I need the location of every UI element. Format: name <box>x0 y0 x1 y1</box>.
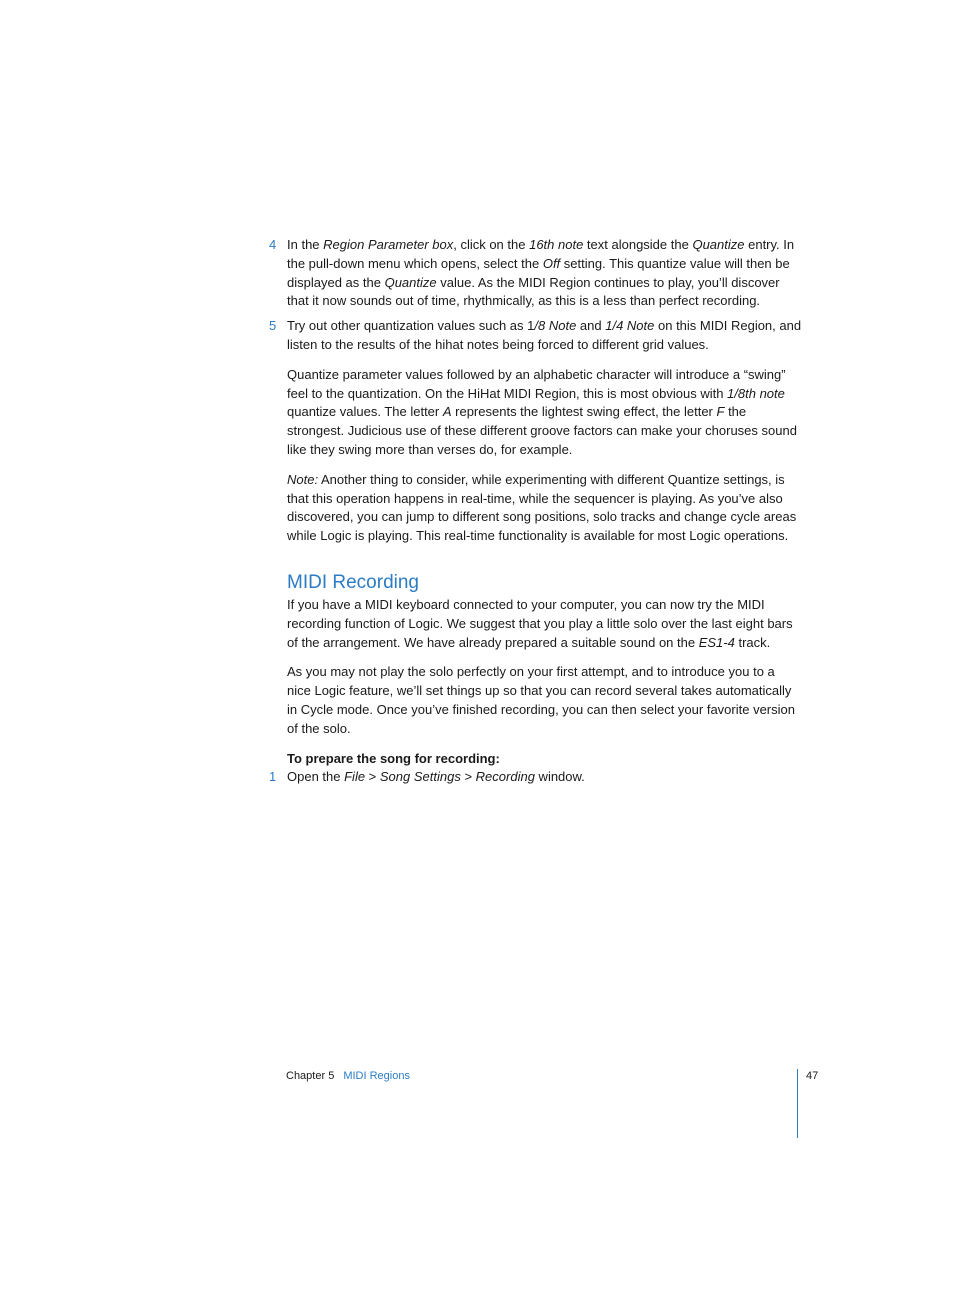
numbered-step <box>269 317 802 355</box>
emphasis-text: /8 Note <box>534 318 577 334</box>
emphasis-text: 1/8th note <box>727 385 785 401</box>
emphasis-text: ES1-4 <box>698 634 735 650</box>
emphasis-text: File <box>344 769 366 785</box>
footer-chapter: Chapter 5 <box>286 1070 335 1082</box>
text-run: Try out other quantization values such as 1 <box>287 318 535 334</box>
text-run: setting. This quantize value will then be displayed as the <box>287 255 790 290</box>
procedure-heading: To prepare the song for recording: <box>287 750 500 766</box>
numbered-step <box>269 768 802 787</box>
emphasis-text: Region Parameter box <box>323 237 454 252</box>
body-paragraph <box>287 596 802 652</box>
text-run: window. <box>534 769 585 785</box>
text-run: As you may not play the solo perfectly on your first attempt, and to introduce you to a nice Logic feature, we’ll set things up so that you can record several takes automatically in Cycle mode. Once you’ve finished recording, you can then select your favorite version of the solo. <box>287 664 795 736</box>
emphasis-text: Song Settings <box>379 769 461 785</box>
text-run: Open the <box>287 769 345 785</box>
section-heading: MIDI Recording <box>287 571 419 593</box>
step-number: 4 <box>269 237 277 252</box>
step-text <box>287 768 802 787</box>
text-run: In the <box>287 237 324 252</box>
page-content <box>269 236 802 793</box>
text-run: on this MIDI Region, and listen to the results of the hihat notes being forced to different grid values. <box>287 318 802 352</box>
step-text <box>287 236 802 311</box>
text-run: > <box>365 769 380 785</box>
emphasis-text: F <box>716 404 725 420</box>
emphasis-text: Note: <box>287 471 319 487</box>
footer-divider <box>797 1069 798 1138</box>
step-number: 1 <box>269 769 277 785</box>
text-run: value. As the MIDI Region continues to play, you’ll discover that it now sounds out of time, rhythmically, as this is a less than perfect recording. <box>287 274 780 309</box>
emphasis-text: Quantize <box>384 274 437 290</box>
step-text <box>287 317 802 355</box>
emphasis-text: 1/4 Note <box>605 318 655 334</box>
text-run: If you have a MIDI keyboard connected to your computer, you can now try the MIDI recording function of Logic. We suggest that you play a little solo over the last eight bars of the arrangement. We have already prepared a suitable sound on the <box>287 596 793 650</box>
text-run: the strongest. Judicious use of these different groove factors can make your choruses sound like they swing more than verses do, for example. <box>287 404 797 457</box>
text-run: Another thing to consider, while experimenting with different Quantize settings, is that this operation happens in real-time, while the sequencer is playing. As you’ve also discovered, you can jump to different song positions, solo tracks and change cycle areas while Logic is playing. This real-time functionality is available for most Logic operations. <box>287 471 797 544</box>
text-run: track. <box>734 634 771 650</box>
footer-chapter-title: MIDI Regions <box>343 1070 410 1082</box>
emphasis-text: Quantize <box>692 237 745 252</box>
body-paragraph <box>287 471 802 546</box>
page-number: 47 <box>806 1070 819 1082</box>
text-run: , click on the <box>453 237 530 252</box>
emphasis-text: Recording <box>475 769 535 785</box>
text-run: represents the lightest swing effect, the letter <box>451 404 717 420</box>
step-list <box>269 768 802 787</box>
emphasis-text: Off <box>542 255 561 271</box>
text-run: > <box>460 769 476 785</box>
step-number: 5 <box>269 318 277 334</box>
text-run: entry. In the pull-down menu which opens, select the <box>287 237 795 271</box>
body-paragraph <box>287 366 802 460</box>
emphasis-text: A <box>442 404 452 420</box>
numbered-step <box>269 236 802 311</box>
text-run: text alongside the <box>583 237 693 252</box>
text-run: and <box>576 318 606 334</box>
body-paragraph <box>287 663 802 738</box>
step-list <box>269 236 802 355</box>
page-footer <box>286 1070 410 1082</box>
body-section <box>287 596 802 739</box>
text-run: Quantize parameter values followed by an alphabetic character will introduce a “swing” feel to the quantization. On the HiHat MIDI Region, this is most obvious with <box>287 366 786 401</box>
emphasis-text: 16th note <box>529 237 584 252</box>
body-section <box>287 366 802 546</box>
text-run: quantize values. The letter <box>287 404 443 420</box>
